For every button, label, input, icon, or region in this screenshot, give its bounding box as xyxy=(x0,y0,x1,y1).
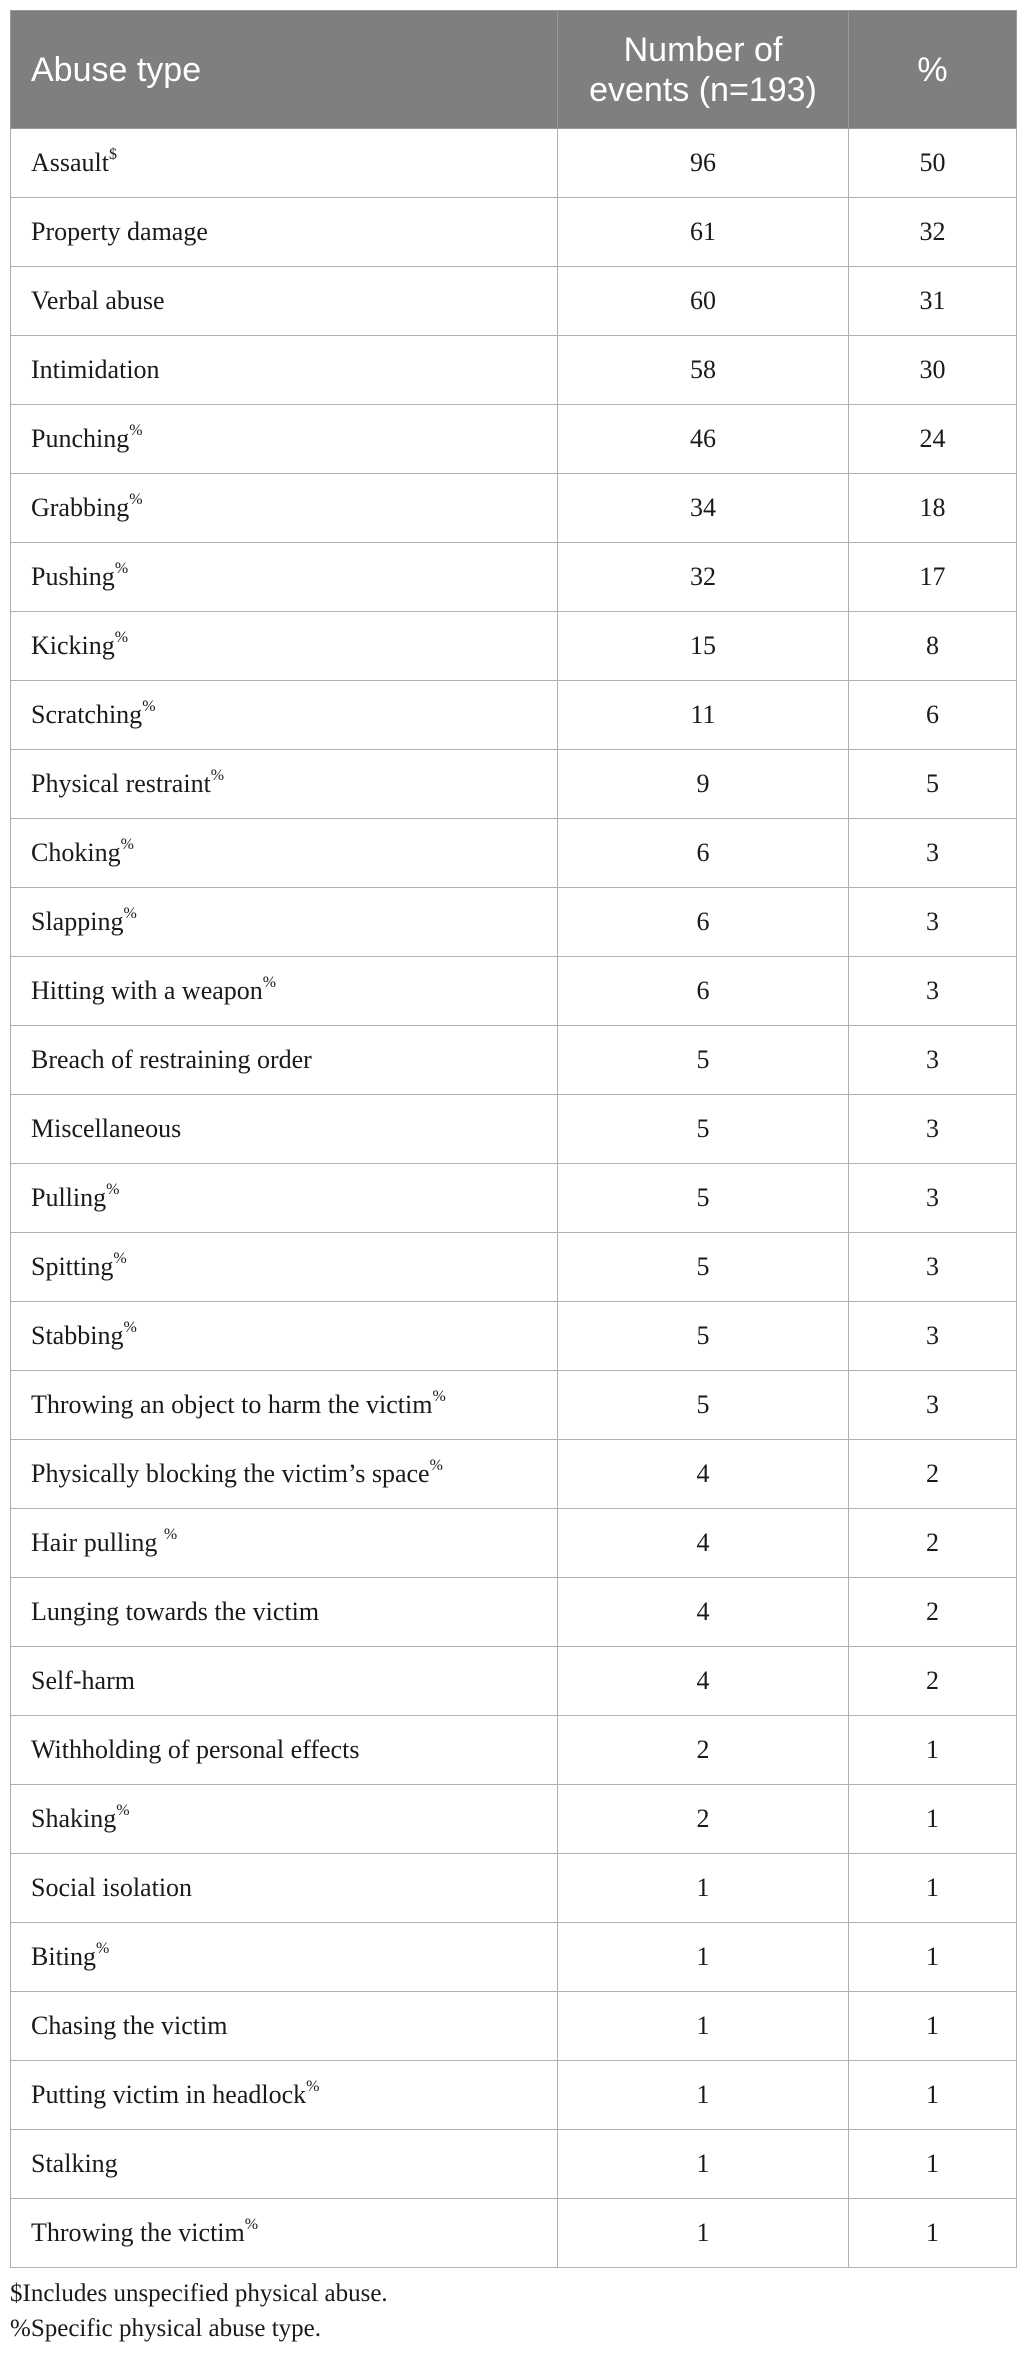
events-count-cell: 34 xyxy=(558,474,849,543)
abuse-type-label: Chasing the victim xyxy=(31,2011,228,2040)
events-count-cell: 1 xyxy=(558,2130,849,2199)
abuse-type-label: Kicking xyxy=(31,631,115,660)
footnote-marker: % xyxy=(429,1457,443,1474)
percent-cell: 3 xyxy=(849,1371,1017,1440)
table-row xyxy=(11,1854,1017,1923)
header-abuse-type: Abuse type xyxy=(11,11,558,129)
percent-cell: 1 xyxy=(849,2130,1017,2199)
abuse-type-label: Self-harm xyxy=(31,1666,135,1695)
abuse-type-cell xyxy=(11,267,558,336)
table-row xyxy=(11,198,1017,267)
table-row xyxy=(11,336,1017,405)
events-count-cell: 4 xyxy=(558,1440,849,1509)
events-count-cell: 1 xyxy=(558,1992,849,2061)
percent-cell: 2 xyxy=(849,1578,1017,1647)
table-row xyxy=(11,681,1017,750)
footnote-marker: % xyxy=(432,1388,446,1405)
events-count-cell: 32 xyxy=(558,543,849,612)
abuse-type-label: Physical restraint xyxy=(31,769,211,798)
table-row xyxy=(11,2130,1017,2199)
events-count-cell: 61 xyxy=(558,198,849,267)
table-row xyxy=(11,1992,1017,2061)
table-row xyxy=(11,1785,1017,1854)
abuse-type-cell xyxy=(11,2061,558,2130)
events-count-cell: 60 xyxy=(558,267,849,336)
abuse-type-cell xyxy=(11,2199,558,2268)
abuse-type-label: Withholding of personal effects xyxy=(31,1735,360,1764)
events-count-cell: 6 xyxy=(558,888,849,957)
abuse-type-label: Shaking xyxy=(31,1804,117,1833)
events-count-cell: 1 xyxy=(558,2061,849,2130)
events-count-cell: 58 xyxy=(558,336,849,405)
footnote-marker: % xyxy=(114,560,129,577)
header-row xyxy=(11,11,1017,129)
abuse-type-label: Miscellaneous xyxy=(31,1114,182,1143)
abuse-type-cell xyxy=(11,1785,558,1854)
events-count-cell: 1 xyxy=(558,1923,849,1992)
table-row xyxy=(11,1302,1017,1371)
abuse-type-label: Throwing an object to harm the victim xyxy=(31,1390,433,1419)
percent-cell: 1 xyxy=(849,1854,1017,1923)
percent-cell: 2 xyxy=(849,1509,1017,1578)
abuse-type-cell xyxy=(11,1371,558,1440)
abuse-type-cell xyxy=(11,474,558,543)
percent-cell: 6 xyxy=(849,681,1017,750)
abuse-type-label: Intimidation xyxy=(31,355,160,384)
events-count-cell: 5 xyxy=(558,1095,849,1164)
events-count-cell: 1 xyxy=(558,1854,849,1923)
footnote-marker: % xyxy=(120,836,134,853)
table-row xyxy=(11,750,1017,819)
table-row xyxy=(11,405,1017,474)
events-count-cell: 6 xyxy=(558,957,849,1026)
footnote-marker: % xyxy=(129,422,143,439)
footnote-marker: % xyxy=(113,1250,127,1267)
percent-cell: 1 xyxy=(849,1785,1017,1854)
footnote-marker: % xyxy=(142,698,156,715)
abuse-type-label: Lunging towards the victim xyxy=(31,1597,320,1626)
percent-cell: 3 xyxy=(849,1164,1017,1233)
events-count-cell: 2 xyxy=(558,1785,849,1854)
abuse-type-cell xyxy=(11,1440,558,1509)
abuse-type-cell xyxy=(11,543,558,612)
abuse-type-cell xyxy=(11,1164,558,1233)
percent-cell: 3 xyxy=(849,1026,1017,1095)
abuse-type-cell xyxy=(11,1716,558,1785)
footnote-marker: $ xyxy=(109,146,117,163)
footnote-marker: % xyxy=(129,491,143,508)
events-count-cell: 4 xyxy=(558,1578,849,1647)
table-header xyxy=(11,11,1017,129)
table-row xyxy=(11,1026,1017,1095)
footnote-percent: %Specific physical abuse type. xyxy=(10,2315,322,2342)
percent-cell: 3 xyxy=(849,957,1017,1026)
abuse-type-cell xyxy=(11,1923,558,1992)
abuse-type-cell xyxy=(11,129,558,198)
table-row xyxy=(11,1923,1017,1992)
events-count-cell: 11 xyxy=(558,681,849,750)
abuse-type-label: Hair pulling xyxy=(31,1528,164,1557)
events-count-cell: 4 xyxy=(558,1647,849,1716)
footnote-marker: % xyxy=(114,629,129,646)
percent-cell: 30 xyxy=(849,336,1017,405)
abuse-type-label: Slapping xyxy=(31,907,124,936)
percent-cell: 2 xyxy=(849,1440,1017,1509)
table-row xyxy=(11,1164,1017,1233)
table-row xyxy=(11,888,1017,957)
abuse-type-cell xyxy=(11,198,558,267)
events-count-cell: 46 xyxy=(558,405,849,474)
footnote-marker: % xyxy=(262,974,277,991)
table-row xyxy=(11,1509,1017,1578)
abuse-type-label: Stalking xyxy=(31,2149,118,2178)
abuse-type-label: Putting victim in headlock xyxy=(31,2080,307,2109)
table-body xyxy=(11,129,1017,2268)
table-row xyxy=(11,1371,1017,1440)
percent-cell: 2 xyxy=(849,1647,1017,1716)
abuse-type-cell xyxy=(11,957,558,1026)
percent-cell: 1 xyxy=(849,2061,1017,2130)
footnote-marker: % xyxy=(306,2078,320,2095)
footnote-marker: % xyxy=(123,905,137,922)
abuse-type-cell xyxy=(11,1026,558,1095)
table-row xyxy=(11,612,1017,681)
percent-cell: 3 xyxy=(849,819,1017,888)
percent-cell: 17 xyxy=(849,543,1017,612)
table-row xyxy=(11,957,1017,1026)
abuse-type-cell xyxy=(11,1854,558,1923)
events-count-cell: 6 xyxy=(558,819,849,888)
footnote-marker: % xyxy=(96,1940,110,1957)
abuse-type-label: Pushing xyxy=(31,562,115,591)
table-row xyxy=(11,474,1017,543)
abuse-type-label: Pulling xyxy=(31,1183,107,1212)
abuse-type-label: Breach of restraining order xyxy=(31,1045,312,1074)
percent-cell: 1 xyxy=(849,1923,1017,1992)
events-count-cell: 2 xyxy=(558,1716,849,1785)
events-count-cell: 1 xyxy=(558,2199,849,2268)
abuse-type-cell xyxy=(11,1233,558,1302)
abuse-type-cell xyxy=(11,2130,558,2199)
header-number-of-events: Number of events (n=193) xyxy=(558,11,849,129)
percent-cell: 3 xyxy=(849,1302,1017,1371)
percent-cell: 1 xyxy=(849,2199,1017,2268)
abuse-type-label: Hitting with a weapon xyxy=(31,976,263,1005)
abuse-type-cell xyxy=(11,1647,558,1716)
abuse-type-cell xyxy=(11,681,558,750)
abuse-type-label: Physically blocking the victim’s space xyxy=(31,1459,430,1488)
percent-cell: 3 xyxy=(849,888,1017,957)
events-count-cell: 5 xyxy=(558,1371,849,1440)
abuse-type-label: Property damage xyxy=(31,217,208,246)
table-row xyxy=(11,1578,1017,1647)
percent-cell: 8 xyxy=(849,612,1017,681)
footnote-marker: % xyxy=(106,1181,120,1198)
table-row xyxy=(11,1095,1017,1164)
table-row xyxy=(11,1440,1017,1509)
percent-cell: 3 xyxy=(849,1095,1017,1164)
header-percent: % xyxy=(849,11,1017,129)
footnote-marker: % xyxy=(123,1319,137,1336)
percent-cell: 3 xyxy=(849,1233,1017,1302)
abuse-type-label: Grabbing xyxy=(31,493,130,522)
abuse-type-label: Punching xyxy=(31,424,130,453)
footnote-marker: % xyxy=(210,767,225,784)
abuse-type-label: Choking xyxy=(31,838,121,867)
events-count-cell: 9 xyxy=(558,750,849,819)
percent-cell: 1 xyxy=(849,1992,1017,2061)
abuse-type-cell xyxy=(11,1992,558,2061)
footnote-marker: % xyxy=(244,2216,259,2233)
percent-cell: 31 xyxy=(849,267,1017,336)
abuse-type-cell xyxy=(11,1302,558,1371)
events-count-cell: 5 xyxy=(558,1302,849,1371)
table-row xyxy=(11,267,1017,336)
table-row xyxy=(11,2199,1017,2268)
footnote-dollar: $Includes unspecified physical abuse. xyxy=(10,2280,388,2307)
abuse-type-label: Social isolation xyxy=(31,1873,193,1902)
percent-cell: 24 xyxy=(849,405,1017,474)
abuse-type-cell xyxy=(11,1509,558,1578)
abuse-type-table-container xyxy=(10,10,1016,2268)
abuse-type-cell xyxy=(11,405,558,474)
abuse-type-cell xyxy=(11,1578,558,1647)
abuse-type-cell xyxy=(11,819,558,888)
percent-cell: 5 xyxy=(849,750,1017,819)
events-count-cell: 5 xyxy=(558,1026,849,1095)
events-count-cell: 5 xyxy=(558,1164,849,1233)
table-row xyxy=(11,1233,1017,1302)
table-row xyxy=(11,1716,1017,1785)
table-row xyxy=(11,2061,1017,2130)
events-count-cell: 96 xyxy=(558,129,849,198)
abuse-type-label: Assault xyxy=(31,148,109,177)
abuse-type-cell xyxy=(11,336,558,405)
abuse-type-cell xyxy=(11,1095,558,1164)
footnotes xyxy=(10,2276,1016,2346)
percent-cell: 18 xyxy=(849,474,1017,543)
table-row xyxy=(11,819,1017,888)
abuse-type-label: Biting xyxy=(31,1942,97,1971)
abuse-type-cell xyxy=(11,750,558,819)
footnote-marker: % xyxy=(163,1526,178,1543)
abuse-type-cell xyxy=(11,888,558,957)
abuse-type-label: Scratching xyxy=(31,700,143,729)
events-count-cell: 15 xyxy=(558,612,849,681)
abuse-type-label: Stabbing xyxy=(31,1321,124,1350)
events-count-cell: 4 xyxy=(558,1509,849,1578)
abuse-type-label: Spitting xyxy=(31,1252,114,1281)
events-count-cell: 5 xyxy=(558,1233,849,1302)
table-row xyxy=(11,1647,1017,1716)
table-row xyxy=(11,129,1017,198)
abuse-type-label: Throwing the victim xyxy=(31,2218,245,2247)
abuse-type-label: Verbal abuse xyxy=(31,286,165,315)
abuse-type-cell xyxy=(11,612,558,681)
abuse-type-table xyxy=(10,10,1017,2268)
footnote-marker: % xyxy=(116,1802,130,1819)
percent-cell: 50 xyxy=(849,129,1017,198)
percent-cell: 32 xyxy=(849,198,1017,267)
table-row xyxy=(11,543,1017,612)
percent-cell: 1 xyxy=(849,1716,1017,1785)
